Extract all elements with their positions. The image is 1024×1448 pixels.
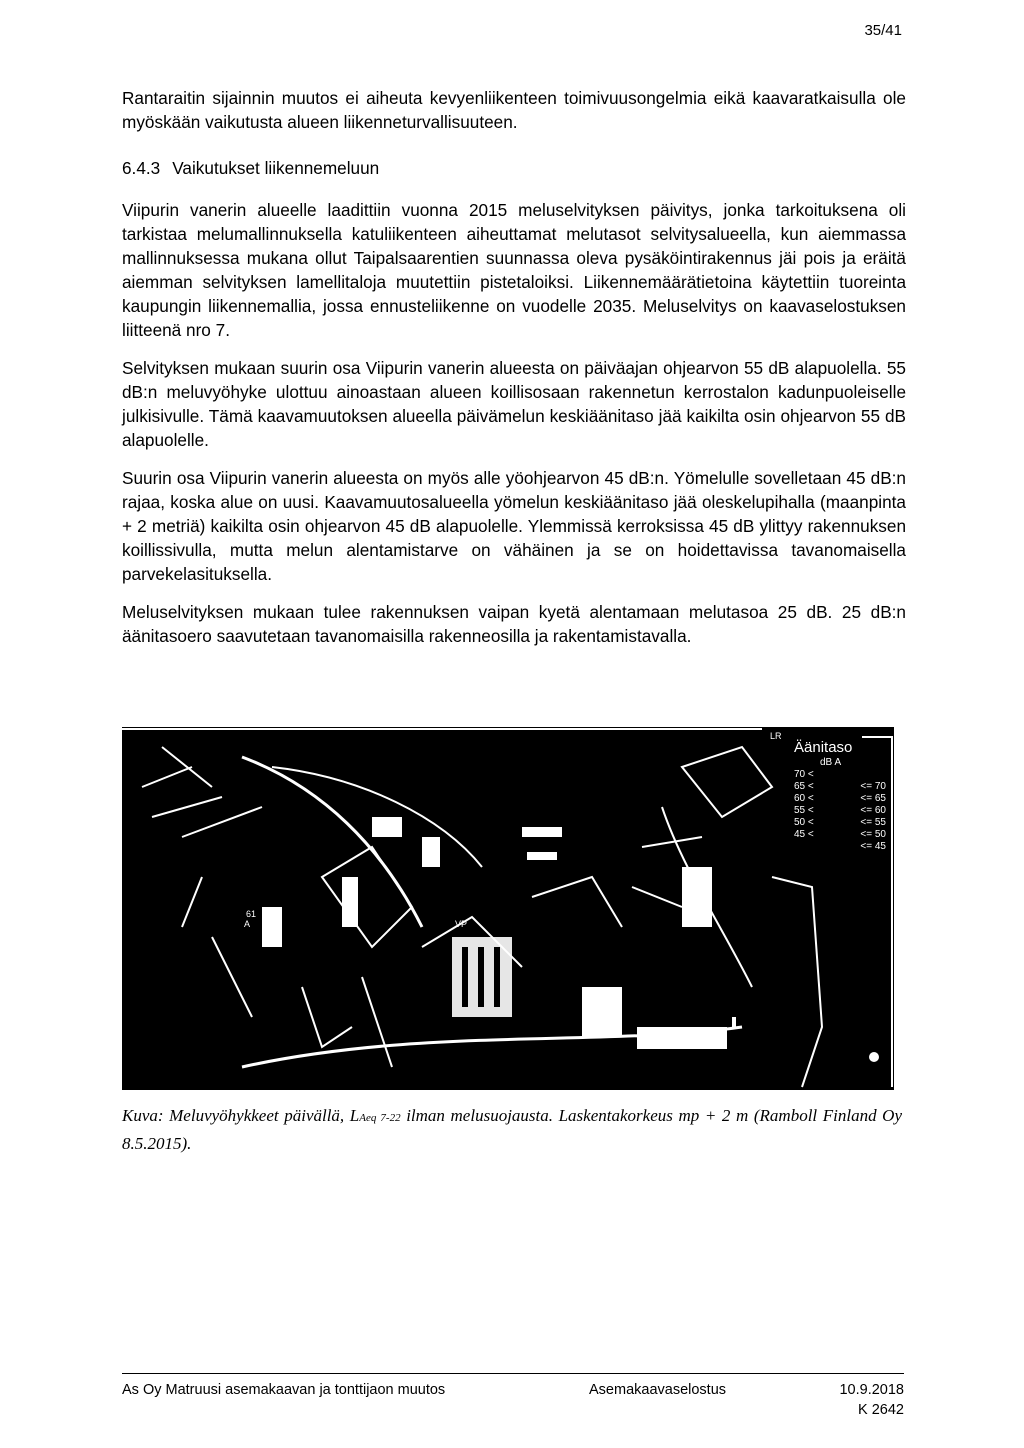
map-label-61: 61 — [246, 909, 257, 919]
document-body — [122, 86, 906, 662]
map-label-a: A — [244, 919, 251, 929]
map-label-vp: VP — [455, 919, 468, 929]
noise-map-drawing — [122, 727, 894, 1090]
footer-project: As Oy Matruusi asemakaavan ja tonttijaon muutos — [122, 1382, 446, 1398]
legend-unit: dB A — [820, 757, 842, 768]
noise-legend — [794, 739, 886, 889]
caption-subscript: Aeq 7-22 — [359, 1112, 401, 1124]
intro-paragraph: Rantaraitin sijainnin muutos ei aiheuta kevyenliikenteen toimivuusongelmia eikä kaavaratkaisulla ole myöskään vaikutusta alueen liikenneturvallisuuteen. — [122, 88, 906, 132]
paragraph-4: Meluselvityksen mukaan tulee rakennuksen vaipan kyetä alentamaan melutasoa 25 dB. 25 dB:n äänitasoero saavutetaan tavanomaisilla rakenneosilla ja rakentamistavalla. — [122, 602, 906, 646]
section-title: Vaikutukset liikennemeluun — [172, 158, 380, 178]
legend-row: 60 < <= 65 — [794, 793, 886, 804]
legend-row: 50 < <= 55 — [794, 817, 886, 828]
noise-map-figure — [122, 727, 894, 1090]
legend-row: 70 < — [794, 769, 814, 780]
caption-suffix: ilman melusuojausta. Laskentakorkeus mp + 2 m (Ramboll Finland Oy 8.5.2015). — [122, 1106, 902, 1153]
footer-divider — [122, 1373, 904, 1374]
legend-row: 65 < <= 70 — [794, 781, 886, 792]
section-number: 6.4.3 — [122, 158, 161, 178]
section-heading — [122, 156, 906, 180]
map-label-lr: LR — [770, 731, 782, 741]
footer-code: K 2642 — [858, 1402, 904, 1418]
figure-caption — [122, 1103, 902, 1157]
paragraph-2: Selvityksen mukaan suurin osa Viipurin vanerin alueesta on päiväajan ohjearvon 55 dB alapuolella. 55 dB:n meluvyöhyke ulottuu ainoastaan alueen koillisosaan rakennetun kerrostalon kadunpuoleiselle julkisivulle. Tämä kaavamuutoksen alueella päivämelun keskiäänitaso jää kaikilta osin ohjearvon 55 dB alapuolelle. — [122, 358, 906, 450]
page-number: 35/41 — [864, 22, 902, 39]
footer-date: 10.9.2018 — [839, 1382, 904, 1398]
footer-document-type: Asemakaavaselostus — [589, 1382, 727, 1398]
legend-row: <= 45 — [860, 841, 886, 852]
legend-title: Äänitaso — [794, 739, 853, 756]
paragraph-3: Suurin osa Viipurin vanerin alueesta on myös alle yöohjearvon 45 dB:n. Yömelulle sovelletaan 45 dB:n rajaa, koska alue on uusi. Kaavamuutosalueella yömelun keskiäänitaso jää oleskelupihalla (maanpinta + 2 metriä) kaikilta osin ohjearvon 45 dB alapuolelle. Ylemmissä kerroksissa 45 dB ylittyy rakennuksen koillissivulla, mutta melun alentamistarve on vähäinen ja se on hoidettavissa tavanomaisella parvekelasituksella. — [122, 468, 906, 584]
legend-row: 45 < <= 50 — [794, 829, 886, 840]
paragraph-1: Viipurin vanerin alueelle laadittiin vuonna 2015 meluselvityksen päivitys, jonka tarkoituksena oli tarkistaa melumallinnuksella katuliikenteen aiheuttamat melutasot selvitysalueella, kun aiemmassa mallinnuksessa mukana ollut Taipalsaarentien suunnassa oleva pysäköintirakennus jäi pois ja eräitä aiemman selvityksen lamellitaloja muutettiin pistetaloiksi. Liikennemäärätietoina käytettiin tuoreinta kaupungin liikennemallia, jossa ennusteliikenne on vuodelle 2035. Meluselvitys on kaavaselostuksen liitteenä nro 7. — [122, 200, 906, 340]
legend-row: 55 < <= 60 — [794, 805, 886, 816]
caption-prefix: Kuva: Meluvyöhykkeet päivällä, L — [122, 1106, 360, 1125]
